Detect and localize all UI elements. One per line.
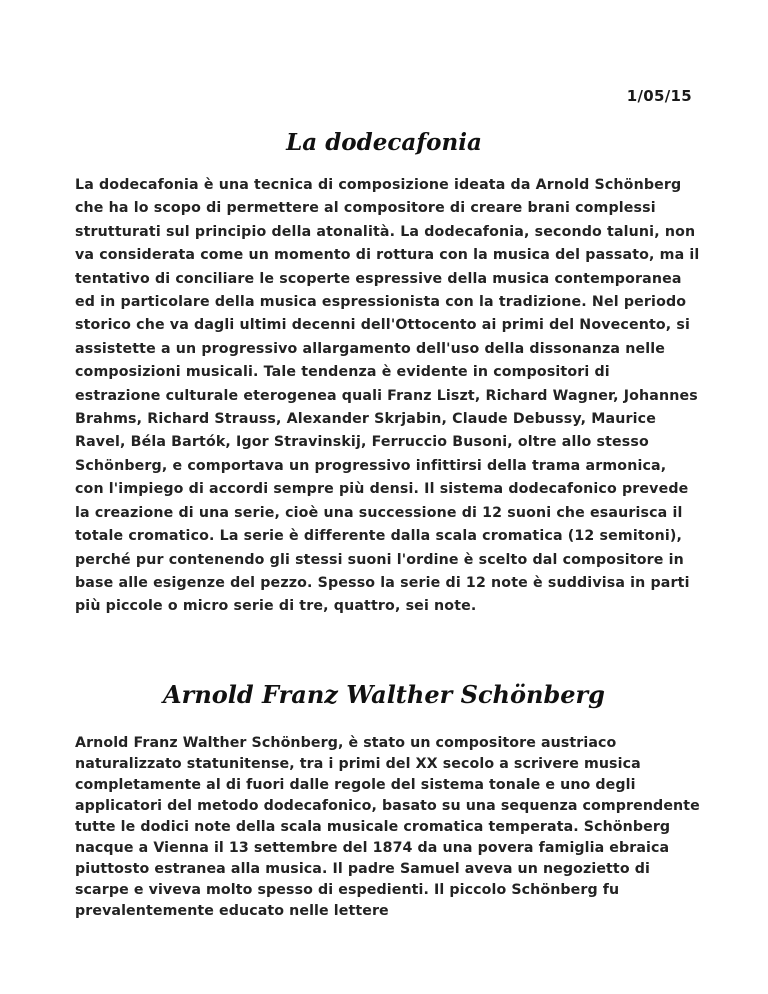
- paragraph-schoenberg: Arnold Franz Walther Schönberg, è stato un compositore austriaco naturalizzato statunitense, tra i primi del XX secolo a scrivere musica completamente al di fuori dalle regole del sistema tonale e uno degli applicatori del metodo dodecafonico, basato su una sequenza comprendente tutte le dodici note della scala musicale cromatica temperata. Schönberg nacque a Vienna il 13 settembre del 1874 da una povera famiglia ebraica piuttosto estranea alla musica. Il padre Samuel aveva un negozietto di scarpe e viveva molto spesso di espedienti. Il piccolo Schönberg fu prevalentemente educato nelle lettere: [75, 735, 700, 919]
- section-title-dodecafonia: La dodecafonia: [286, 129, 482, 156]
- section-title-schoenberg: Arnold Franz Walther Schönberg: [163, 680, 605, 709]
- paragraph-dodecafonia: La dodecafonia è una tecnica di composizione ideata da Arnold Schönberg che ha lo scopo di permettere al compositore di creare brani complessi strutturati sul principio della atonalità. La dodecafonia, secondo taluni, non va considerata come un momento di rottura con la musica del passato, ma il tentativo di conciliare le scoperte espressive della musica contemporanea ed in particolare della musica espressionista con la tradizione. Nel periodo storico che va dagli ultimi decenni dell'Ottocento ai primi del Novecento, si assistette a un progressivo allargamento dell'uso della dissonanza nelle composizioni musicali. Tale tendenza è evidente in compositori di estrazione culturale eterogenea quali Franz Liszt, Richard Wagner, Johannes Brahms, Richard Strauss, Alexander Skrjabin, Claude Debussy, Maurice Ravel, Béla Bartók, Igor Stravinskij, Ferruccio Busoni, oltre allo stesso Schönberg, e comportava un progressivo infittirsi della trama armonica, con l'impiego di accordi sempre più densi. Il sistema dodecafonico prevede la creazione di una serie, cioè una successione di 12 suoni che esaurisca il totale cromatico. La serie è differente dalla scala cromatica (12 semitoni), perché pur contenendo gli stessi suoni l'ordine è scelto dal compositore in base alle esigenze del pezzo. Spesso la serie di 12 note è suddivisa in parti più piccole o micro serie di tre, quattro, sei note.: [75, 177, 700, 615]
- document-date: 1/05/15: [626, 87, 692, 105]
